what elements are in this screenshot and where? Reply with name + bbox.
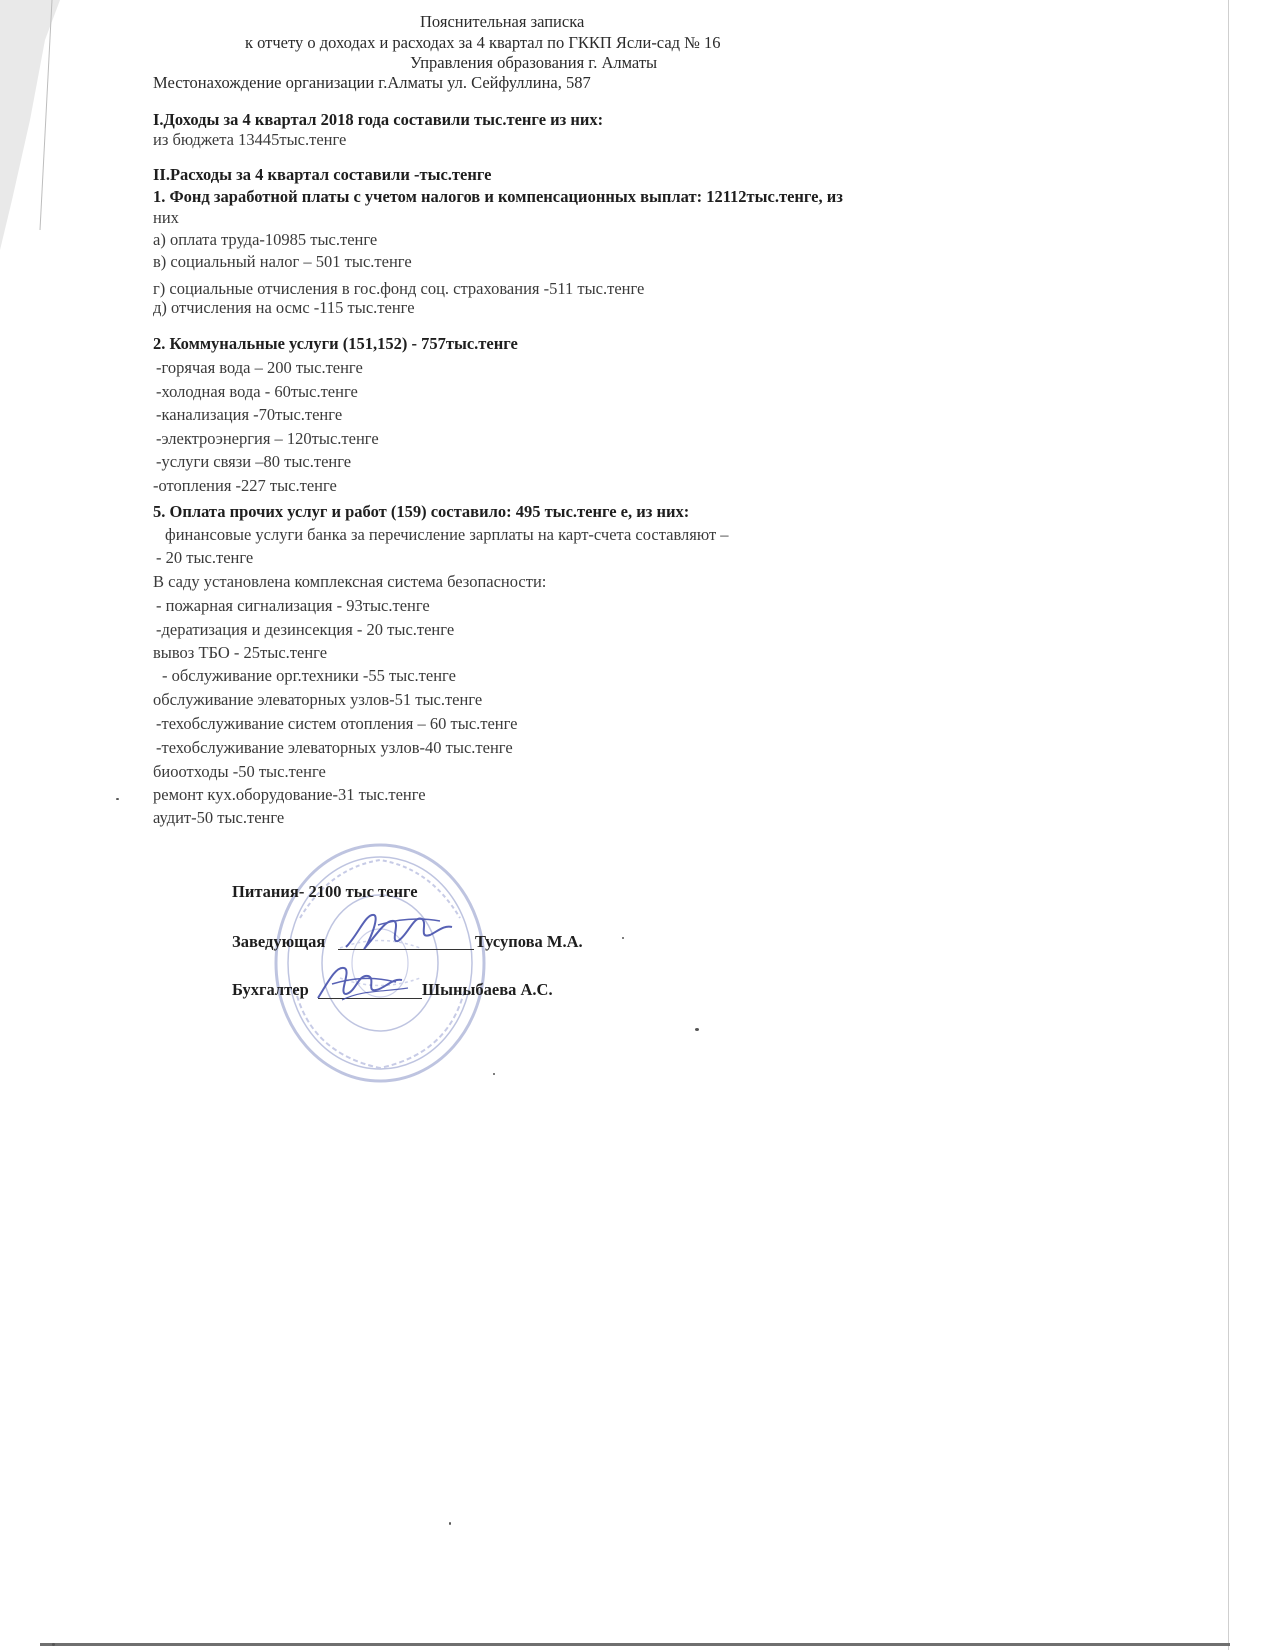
scan-bottom-edge [40,1643,1230,1646]
payroll-item: г) социальные отчисления в гос.фонд соц. страхования -511 тыс.тенге [153,279,645,298]
scan-speck [116,798,119,800]
doc-subtitle: к отчету о доходах и расходах за 4 квартал по ГККП Ясли-сад № 16 [245,33,721,52]
doc-title: Пояснительная записка [420,12,585,31]
head-signature [338,905,458,955]
scan-speck [52,1643,55,1646]
utilities-item: -холодная вода - 60тыс.тенге [156,382,358,401]
other-services-item: аудит-50 тыс.тенге [153,808,285,827]
other-services-item: - обслуживание орг.техники -55 тыс.тенге [162,666,456,685]
scan-left-shadow [0,0,60,260]
scan-right-edge [1228,0,1229,1650]
doc-department: Управления образования г. Алматы [410,53,658,72]
other-services-item: ремонт кух.оборудование-31 тыс.тенге [153,785,426,804]
payroll-heading-cont: них [153,208,179,227]
utilities-item: -отопления -227 тыс.тенге [153,476,337,495]
utilities-item: -электроэнергия – 120тыс.тенге [156,429,379,448]
other-services-item: - пожарная сигнализация - 93тыс.тенге [156,596,430,615]
other-services-item: - 20 тыс.тенге [156,548,254,567]
other-services-item: -техобслуживание элеваторных узлов-40 тыс.тенге [156,738,513,757]
utilities-item: -канализация -70тыс.тенге [156,405,343,424]
other-services-item: финансовые услуги банка за перечисление зарплаты на карт-счета составляют – [165,525,729,544]
head-name: Тусупова М.А. [475,932,583,951]
scan-speck [695,1028,699,1031]
other-services-heading: 5. Оплата прочих услуг и работ (159) составило: 495 тыс.тенге е, из них: [153,502,690,521]
payroll-heading: 1. Фонд заработной платы с учетом налогов и компенсационных выплат: 12112тыс.тенге, из [153,187,843,206]
food-total: Питания- 2100 тыс тенге [232,882,418,901]
payroll-item: а) оплата труда-10985 тыс.тенге [153,230,378,249]
utilities-item: -горячая вода – 200 тыс.тенге [156,358,363,377]
accountant-name: Шыныбаева А.С. [422,980,553,999]
scan-speck [622,937,624,939]
doc-location: Местонахождение организации г.Алматы ул. Сейфуллина, 587 [153,73,591,92]
other-services-item: В саду установлена комплексная система безопасности: [153,572,547,591]
head-role-label: Заведующая [232,932,326,951]
other-services-item: вывоз ТБО - 25тыс.тенге [153,643,328,662]
scan-speck [493,1073,495,1075]
scan-speck [449,1522,451,1525]
utilities-item: -услуги связи –80 тыс.тенге [156,452,352,471]
other-services-item: -техобслуживание систем отопления – 60 тыс.тенге [156,714,518,733]
expenses-heading: II.Расходы за 4 квартал составили -тыс.тенге [153,165,492,184]
accountant-role-label: Бухгалтер [232,980,309,999]
payroll-item: в) социальный налог – 501 тыс.тенге [153,252,412,271]
income-budget: из бюджета 13445тыс.тенге [153,130,347,149]
other-services-item: обслуживание элеваторных узлов-51 тыс.тенге [153,690,483,709]
accountant-signature [312,960,412,1005]
other-services-item: биоотходы -50 тыс.тенге [153,762,326,781]
income-heading: I.Доходы за 4 квартал 2018 года составили тыс.тенге из них: [153,110,604,129]
payroll-item: д) отчисления на осмс -115 тыс.тенге [153,298,415,317]
other-services-item: -дератизация и дезинсекция - 20 тыс.тенге [156,620,455,639]
utilities-heading: 2. Коммунальные услуги (151,152) - 757тыс.тенге [153,334,518,353]
